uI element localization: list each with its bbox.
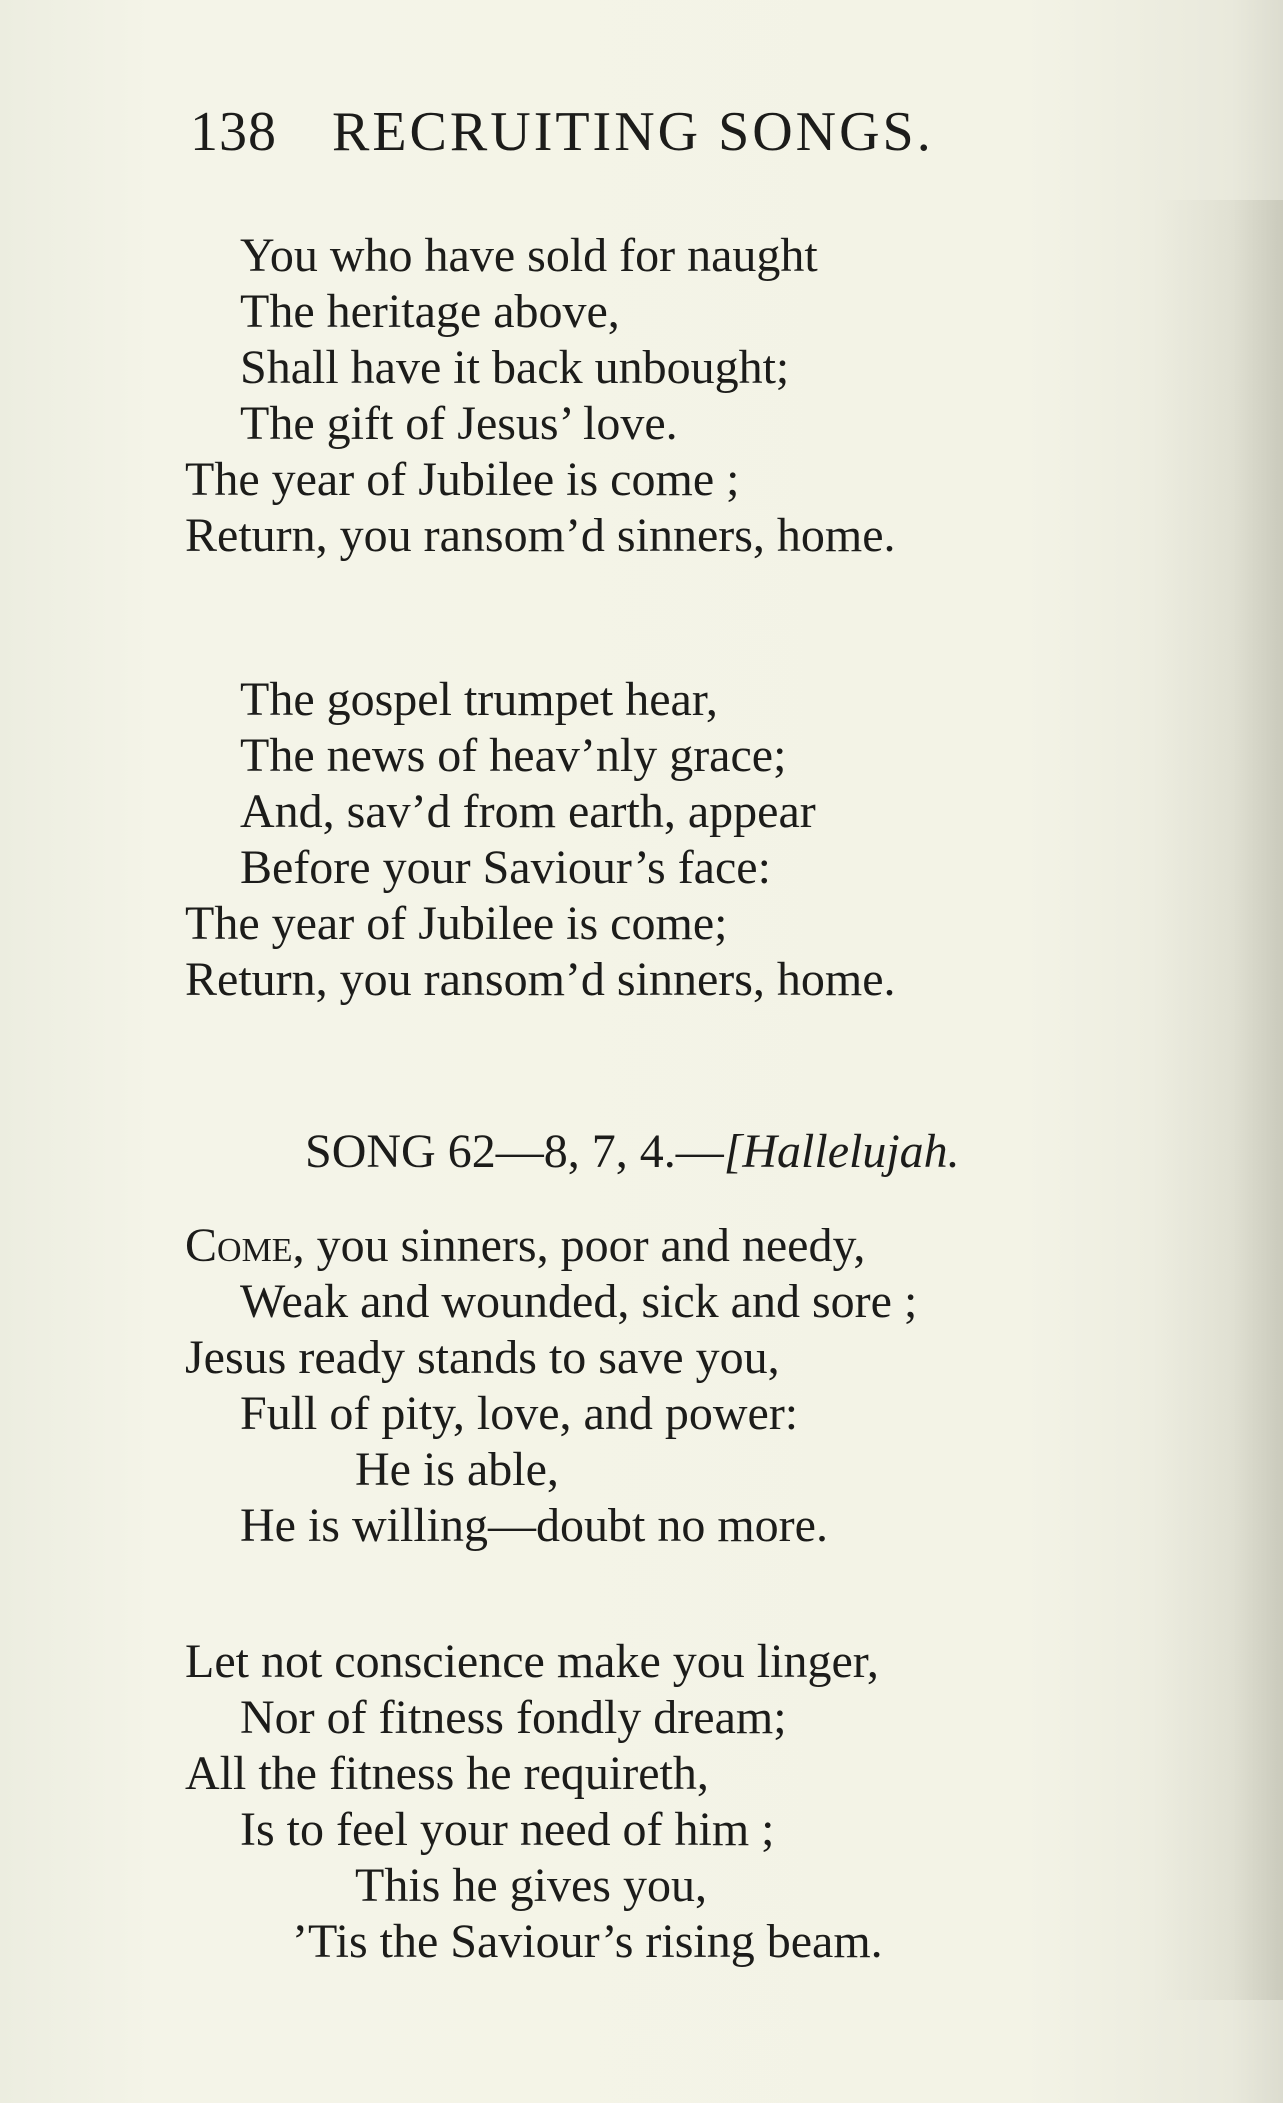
poem-line: He is able, [355,1443,559,1496]
poem-line: And, sav’d from earth, appear [240,785,816,838]
poem-line: Before your Saviour’s face: [240,841,771,894]
song-tune-name: [Hallelujah. [723,1125,960,1178]
song-number-meter: SONG 62—8, 7, 4.— [305,1125,724,1178]
poem-line-rest: you sinners, poor and needy, [304,1219,866,1272]
poem-line: The heritage above, [240,285,620,338]
song-heading [305,1124,960,1180]
poem-line: The news of heav’nly grace; [240,729,787,782]
poem-line: The gospel trumpet hear, [240,673,718,726]
refrain-line: Return, you ransom’d sinners, home. [185,509,896,562]
page-bleed-shadow [1153,200,1283,2000]
poem-line: All the fitness he requireth, [185,1747,709,1800]
poem-line: The gift of Jesus’ love. [240,397,678,450]
page-header [190,100,1090,164]
running-title: RECRUITING SONGS. [332,101,934,163]
refrain-line: The year of Jubilee is come ; [185,453,740,506]
drop-word: Come, [185,1219,305,1272]
poem-line: He is willing—doubt no more. [240,1499,828,1552]
poem-line: Jesus ready stands to save you, [185,1331,780,1384]
poem-line: Is to feel your need of him ; [240,1803,775,1856]
refrain-line: Return, you ransom’d sinners, home. [185,953,896,1006]
poem-line: Weak and wounded, sick and sore ; [240,1275,918,1328]
poem-line [185,1218,865,1274]
poem-line: Nor of fitness fondly dream; [240,1691,787,1744]
poem-line: ’Tis the Saviour’s rising beam. [292,1915,883,1968]
poem-line: Let not conscience make you linger, [185,1635,879,1688]
page-number: 138 [190,101,277,163]
refrain-line: The year of Jubilee is come; [185,897,728,950]
poem-line: This he gives you, [355,1859,707,1912]
poem-line: You who have sold for naught [240,229,818,282]
poem-line: Full of pity, love, and power: [240,1387,799,1440]
poem-line: Shall have it back unbought; [240,341,790,394]
